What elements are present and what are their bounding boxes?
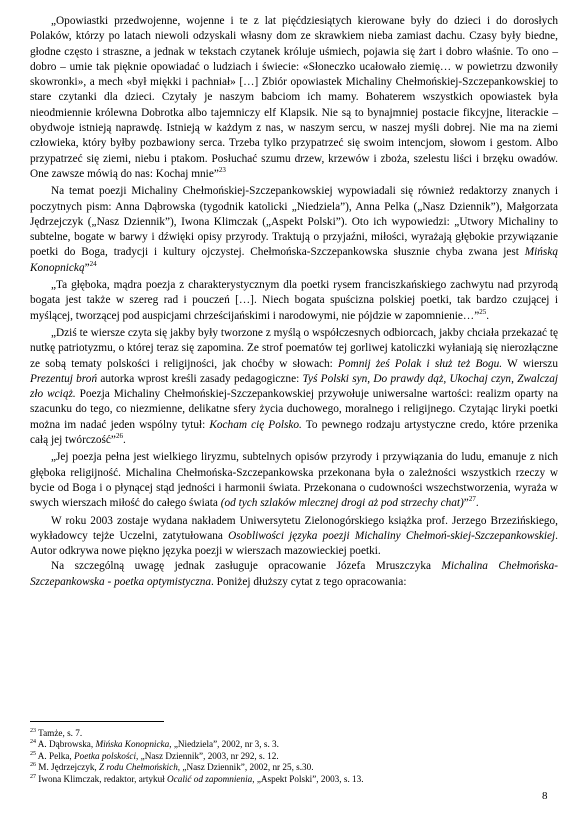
- text-run: .: [475, 497, 479, 510]
- footnote-ref: 27: [468, 495, 476, 504]
- paragraph-4: [30, 326, 558, 448]
- paragraph-5: [30, 450, 558, 511]
- text-run: . Autor odkrywa nowe piękno języka poezji w wierszach mazowieckiej poetki.: [30, 529, 558, 558]
- text-run: W wierszu: [502, 357, 558, 370]
- text-run: Na szczególną uwagę jednak zasługuje opracowanie Józefa Mruszczyka: [51, 560, 442, 573]
- italic-text: Kocham cię Polsko.: [209, 418, 302, 431]
- footnote-ref: 23: [30, 727, 36, 734]
- footnote-divider: [30, 721, 164, 722]
- footnote-26: [30, 762, 558, 773]
- paragraph-1: [30, 14, 558, 182]
- footnote-ref: 26: [30, 762, 36, 769]
- footnote-ref: 25: [30, 750, 36, 757]
- text-run: „Opowiastki przedwojenne, wojenne i te z lat pięćdziesiątych kierowane były do dzieci i do dorosłych Polaków, którzy po latach niewoli odzyskali własny dom ze skrawkiem nieba zamiast dachu. Czasy były biedne, głodne często i straszne, a jednak w tekstach czytanek króluje uśmiech, pojawia się żart i dobro właśnie. To ono – dobro – umie tak pięknie opowiadać o ludziach i świecie: «Słoneczko ucałowało ziemię… w powietrzu dzwoniły skowronki», a mech «był miękki i pachniał» […] Zbiór opowiastek Michaliny Chełmońskiej-Szczepankowskiej to stare czytanki dla dzieci. Czytały je naszym babciom ich mamy. Bohaterem wszystkich opowiastek była nieodmiennie królewna Dobrotka albo tajemniczy elf Klapsik. Nie są to bynajmniej postacie fikcyjne, literackie – obydwoje istnieją naprawdę. Istnieją w każdym z nas, w naszym sercu, w naszej myśli dobrej. Nie ma na ziemi człowieka, który byłby pozbawiony serca. Trzeba tylko przypatrzeć się swoim intencjom, słowom i gestom. Albo przypatrzeć się ziemi, niebu i ptakom. Posłuchać szumu drzew, krzewów i zboża, szelestu liści i brzęku owadów. One zawsze mówią do nas: Kochaj mnie”: [30, 15, 558, 180]
- paragraph-7: [30, 559, 558, 590]
- italic-text: Z rodu Chełmońskich: [99, 762, 178, 773]
- italic-text: Pomnij żeś Polak i służ też Bogu.: [338, 357, 503, 370]
- italic-text: Mińską Konopnicką: [30, 246, 558, 274]
- footnotes: [30, 728, 558, 785]
- text-run: „Dziś te wiersze czyta się jakby były tworzone z myślą o współczesnych odbiorcach, jakby chciała przekazać tę nutkę patriotyzmu, o której teraz się zapomina. Ze strof poematów tej gorliwej katoliczki wyłaniają się nierozłączne ze sobą tematy polskości i religijności, jak choćby w słowach:: [30, 326, 558, 370]
- italic-text: Ocalić od zapomnienia: [167, 773, 253, 784]
- paragraph-2: [30, 184, 558, 276]
- footnote-27: [30, 774, 558, 785]
- text-run: Tamże, s. 7.: [36, 728, 83, 738]
- text-run: , „Aspekt Polski”, 2003, s. 13.: [252, 773, 364, 784]
- text-run: , „Niedziela”, 2002, nr 3, s. 3.: [169, 739, 279, 750]
- text-run: Na temat poezji Michaliny Chełmońskiej-Szczepankowskiej wypowiadali się również redaktorzy znanych i poczytnych pism: Anna Dąbrowska (tygodnik katolicki „Niedziela”), Anna Pelka („Nasz Dziennik”), Małgorzata Jędrzejczyk („Nasz Dziennik”), Iwona Klimczak („Aspekt Polski”). Oto ich wypowiedzi: „Utwory Michaliny to subtelne, bogate w barwy i dźwięki opisy przyrody. Traktują o przyjaźni, miłości, wyrażają głębokie przywiązanie poetki do Boga, tradycji i kultury ojczystej. Chełmońska-Szczepankowska słusznie chyba zwana jest: [30, 185, 558, 259]
- italic-text: Mińska Konopnicka: [95, 739, 170, 750]
- text-run: .: [486, 309, 490, 322]
- italic-text: Tyś Polski syn, Do prawdy dąż, Ukochaj czyn, Zwalczaj zło wciąż.: [30, 372, 558, 401]
- footnote-ref: 24: [30, 739, 36, 746]
- text-run: Iwona Klimczak, redaktor, artykuł: [36, 773, 168, 784]
- footnote-ref: 26: [115, 432, 123, 441]
- footnote-ref: 27: [30, 773, 36, 780]
- text-run: , „Nasz Dziennik”, 2002, nr 25, s.30.: [177, 762, 314, 773]
- footnote-25: [30, 751, 558, 762]
- text-run: ”: [84, 261, 90, 274]
- italic-text: Osobliwości języka poezji Michaliny Chełmoń-skiej-Szczepankowskiej: [228, 529, 556, 542]
- text-run: .: [122, 434, 126, 447]
- text-run: Poezja Michaliny Chełmońskiej-Szczepankowskiej przywołuje uniwersalne wartości: realizm oparty na szacunku do tego, co niezmienne, delikatne sfery życia duchowego, moralnego i religijnego. Czytając liryki poetki można im nadać jeden wspólny tytuł:: [30, 388, 558, 431]
- text-run: M. Jędrzejczyk,: [36, 762, 100, 773]
- italic-text: Prezentuj broń: [30, 372, 98, 385]
- footnote-23: [30, 728, 558, 739]
- text-run: W roku 2003 zostaje wydana nakładem Uniwersytetu Zielonogórskiego książka prof. Jerzego Brzezińskiego, wykładowcy tejże Uczelni, zatytułowana: [30, 514, 558, 542]
- footnote-ref: 25: [479, 307, 487, 316]
- text-run: A. Pelka,: [36, 750, 75, 761]
- text-run: A. Dąbrowska,: [36, 739, 96, 750]
- text-run: „Ta głęboka, mądra poezja z charakterystycznym dla poetki rysem franciszkańskiego zachwytu nad przyrodą bogata jest także w szereg rad i pouczeń […]. Niech bogata spuścizna polskiej poetki, tak bardzo czującej i myślącej, tworzącej pod auspicjami chrześcijańskimi i narodowymi, nie pójdzie w zapomnienie…”: [30, 279, 558, 322]
- text-run: To pewnego rodzaju artystyczne credo, które przenika całą jej twórczość”: [30, 418, 558, 447]
- text-run: ”: [463, 497, 469, 510]
- body-text: [30, 14, 558, 592]
- text-run: . Poniżej dłuższy cytat z tego opracowania:: [211, 575, 407, 588]
- italic-text: (od tych szlaków mlecznej drogi aż pod strzechy chat): [220, 497, 464, 510]
- page-number: 8: [542, 790, 548, 802]
- italic-text: Michalina Chełmońska-Szczepankowska - poetka optymistyczna: [30, 560, 558, 588]
- text-run: autorka wprost kreśli zasady pedagogiczne:: [97, 372, 303, 385]
- text-run: , „Nasz Dziennik”, 2003, nr 292, s. 12.: [136, 750, 279, 761]
- footnote-ref: 23: [218, 166, 226, 175]
- text-run: „Jej poezja pełna jest wielkiego liryzmu, subtelnych opisów przyrody i przywiązania do ludu, emanuje z nich głęboka religijność. Michalina Chełmońska-Szczepankowska przekonana była o zależności wszystkich rzeczy w bycie od Boga i o płynącej stąd jedności i harmonii świata. Przekonana o cudowności wszechstworzenia, wyraża w swych wierszach miłość do całego świata: [30, 451, 558, 510]
- footnote-24: [30, 739, 558, 750]
- paragraph-3: [30, 278, 558, 324]
- footnote-ref: 24: [89, 259, 97, 268]
- paragraph-6: [30, 514, 558, 560]
- italic-text: Poetka polskości: [74, 750, 137, 761]
